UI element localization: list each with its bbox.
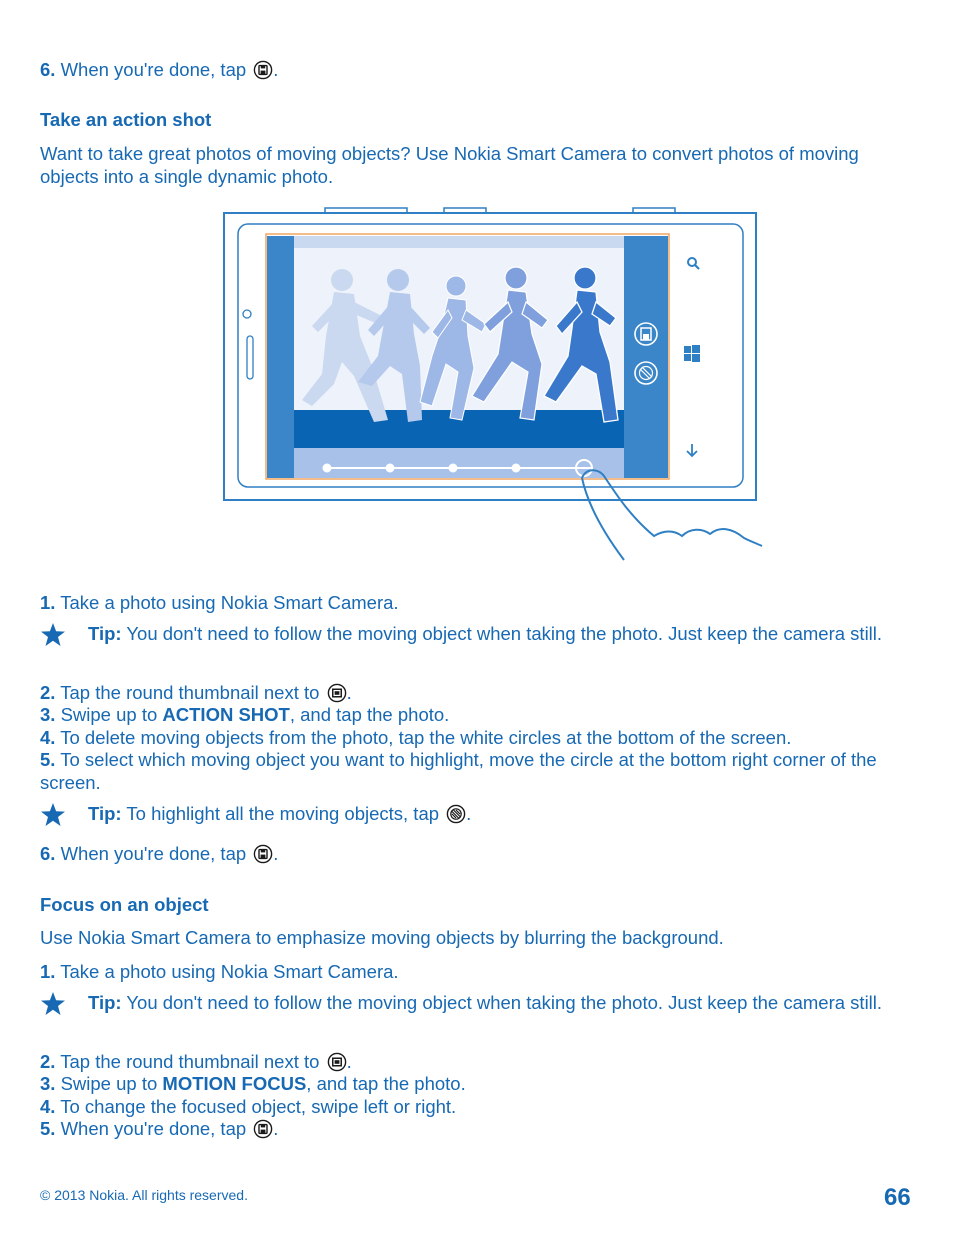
action-step-4: 4. To delete moving objects from the photo, tap the white circles at the bottom of the screen.	[40, 727, 792, 748]
highlight-all-icon	[446, 804, 466, 824]
step-number: 6.	[40, 59, 56, 80]
gallery-icon	[327, 683, 347, 703]
focus-step-4: 4. To change the focused object, swipe left or right.	[40, 1096, 457, 1117]
page-number: 66	[884, 1184, 911, 1211]
star-icon	[40, 991, 66, 1017]
focus-step-1: 1. Take a photo using Nokia Smart Camera.	[40, 961, 399, 982]
action-step-1: 1. Take a photo using Nokia Smart Camera.	[40, 592, 399, 613]
focus-step-5: 5. When you're done, tap .	[40, 1118, 279, 1139]
save-icon	[253, 844, 273, 864]
focus-step-3: 3. Swipe up to MOTION FOCUS, and tap the photo.	[40, 1073, 466, 1094]
star-icon	[40, 802, 66, 828]
save-icon	[253, 1119, 273, 1139]
step-6-top: 6. When you're done, tap .	[40, 59, 279, 80]
section-heading-action-shot: Take an action shot	[40, 109, 212, 130]
focus-intro: Use Nokia Smart Camera to emphasize moving objects by blurring the background.	[40, 927, 724, 948]
action-shot-intro: Want to take great photos of moving objects? Use Nokia Smart Camera to convert photos of moving objects into a single dynamic photo.	[40, 143, 859, 187]
focus-step-2: 2. Tap the round thumbnail next to .	[40, 1051, 352, 1072]
action-shot-illustration	[222, 206, 764, 562]
step-text: When you're done, tap	[60, 59, 247, 80]
section-heading-focus: Focus on an object	[40, 894, 209, 915]
action-step-6: 6. When you're done, tap .	[40, 843, 279, 864]
action-step-5: 5. To select which moving object you want to highlight, move the circle at the bottom right corner of the screen.	[40, 749, 877, 793]
save-icon	[253, 60, 273, 80]
copyright: © 2013 Nokia. All rights reserved.	[40, 1187, 248, 1203]
action-step-3: 3. Swipe up to ACTION SHOT, and tap the photo.	[40, 704, 450, 725]
action-step-2: 2. Tap the round thumbnail next to .	[40, 682, 352, 703]
gallery-icon	[327, 1052, 347, 1072]
star-icon	[40, 622, 66, 648]
